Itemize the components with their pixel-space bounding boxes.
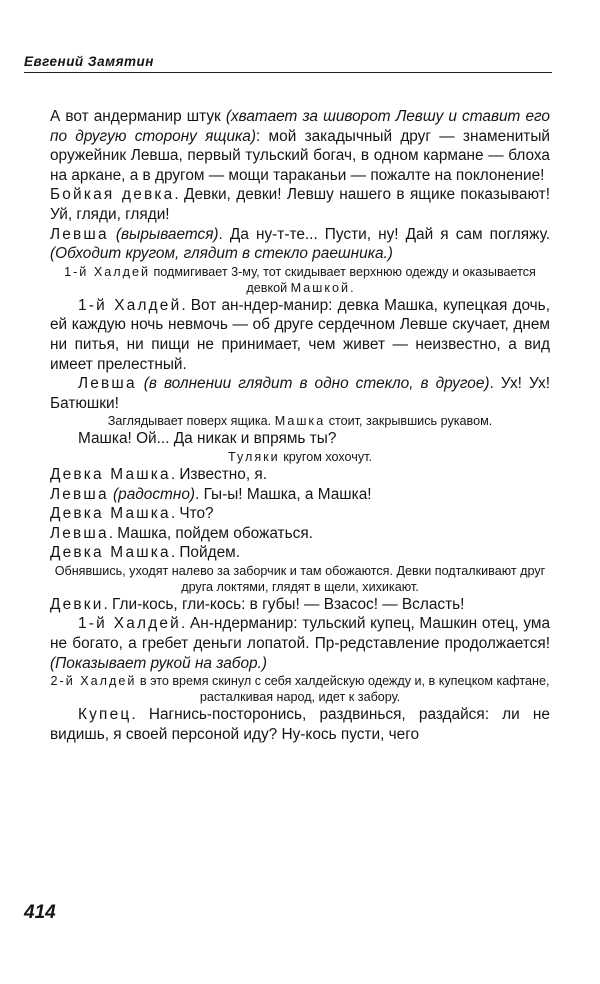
speaker-name: 2-й Халдей	[50, 674, 137, 689]
text-run: подмигивает 3-му, тот скидывает верхнюю одежду и оказывается девкой	[149, 264, 536, 295]
text-run	[109, 226, 116, 243]
stage-remark: (хватает за шиворот Левшу и ставит его по другую сторону ящика)	[50, 108, 550, 145]
text-run: . Известно, я.	[170, 465, 268, 483]
stage-direction	[50, 563, 550, 595]
stage-remark: (Обходит кругом, глядит в стекло раешника.)	[50, 245, 393, 263]
text-run: . Ан-ндерманир: тульский купец, Машкин отец, ума не богато, а гребет деньги лопатой. Пр-редставление продолжается!	[50, 615, 550, 653]
dialogue-paragraph	[50, 485, 550, 505]
dialogue-paragraph	[50, 107, 550, 185]
text-run: . Гли-кось, гли-кось: в губы! — Взасос! — Всласть!	[103, 595, 465, 613]
text-run: .	[350, 280, 354, 295]
running-header: Евгений Замятин	[24, 54, 154, 69]
text-run: в это время скинул с себя халдейскую одежду и, в купецком кафтане, расталкивая народ, идет к забору.	[136, 674, 550, 705]
dialogue-paragraph	[50, 504, 550, 524]
text-run: стоит, закрывшись рукавом.	[325, 414, 493, 429]
stage-direction	[50, 264, 550, 296]
stage-direction	[50, 413, 550, 429]
text-run: Машка! Ой... Да никак и впрямь ты?	[78, 430, 337, 448]
text-run: . Машка, пойдем обожаться.	[108, 524, 313, 542]
text-run: . Ух! Ух! Батюшки!	[50, 375, 551, 412]
text-run: : мой закадычный друг — знаменитый оружейник Левша, первый тульский богач, в одном кармане — блоха на аркане, а в другом — мощи тараканьи — пожалте на поклонение!	[50, 127, 550, 184]
speaker-name: Бойкая девка	[50, 186, 175, 204]
text-run: . Пойдем.	[170, 544, 240, 562]
speaker-name: 1-й Халдей	[64, 264, 150, 279]
speaker-name: Левша	[50, 524, 109, 542]
stage-remark: (радостно)	[113, 485, 196, 503]
stage-direction	[50, 673, 550, 705]
speaker-name: Машка	[274, 414, 326, 429]
play-text	[50, 107, 550, 744]
text-run: . Нагнись-посторонись, раздвинься, раздайся: ли не видишь, я своей персоной иду? Ну-кось пусти, чего	[50, 706, 550, 743]
dialogue-paragraph	[50, 374, 550, 413]
dialogue-paragraph	[50, 225, 550, 264]
dialogue-paragraph	[50, 465, 550, 485]
stage-remark: (вырывается)	[115, 225, 219, 243]
text-run	[137, 375, 144, 392]
speaker-name: 1-й Халдей	[78, 296, 182, 314]
text-run: . Что?	[170, 505, 214, 523]
speaker-name: 1-й Халдей	[78, 615, 181, 633]
text-run: А вот андерманир штук	[50, 108, 226, 125]
page-number: 414	[24, 902, 56, 923]
speaker-name: Девка Машка	[50, 544, 171, 562]
dialogue-paragraph	[50, 614, 550, 673]
dialogue-paragraph	[50, 429, 550, 449]
speaker-name: Левша	[78, 375, 137, 393]
dialogue-paragraph	[50, 705, 550, 744]
text-run: Заглядывает поверх ящика.	[107, 414, 275, 429]
text-run: . Вот ан-ндер-манир: девка Машка, купецкая дочь, ей каждую ночь невмочь — об друге сердечном Левше скучает, днем ни питья, ни пищи не принимает, чем живет — неизвестно, а вид имеет прелестный.	[50, 296, 550, 373]
text-run: . Да ну-т-те... Пусти, ну! Дай я сам погляжу.	[218, 225, 551, 243]
speaker-name: Девки	[50, 595, 104, 613]
speaker-name: Туляки	[228, 449, 280, 464]
speaker-name: Левша	[50, 485, 109, 503]
speaker-name: Девка Машка	[50, 465, 171, 483]
stage-remark: (в волнении глядит в одно стекло, в другое)	[143, 375, 490, 393]
text-run: кругом хохочут.	[279, 449, 372, 464]
text-run: . Девки, девки! Левшу нашего в ящике показывают! Уй, гляди, гляди!	[50, 186, 550, 223]
text-run: Обнявшись, уходят налево за заборчик и там обожаются. Девки подталкивают друг друга локтями, глядят в щели, хихикают.	[54, 563, 546, 594]
dialogue-paragraph	[50, 296, 550, 374]
header-rule	[24, 72, 552, 73]
dialogue-paragraph	[50, 524, 550, 544]
speaker-name: Левша	[50, 225, 109, 243]
speaker-name: Купец	[78, 706, 132, 724]
stage-remark: (Показывает рукой на забор.)	[50, 654, 267, 672]
stage-direction	[50, 449, 550, 465]
dialogue-paragraph	[50, 543, 550, 563]
speaker-name: Машкой	[290, 280, 351, 295]
text-run: . Гы-ы! Машка, а Машка!	[195, 485, 372, 503]
dialogue-paragraph	[50, 185, 550, 224]
speaker-name: Девка Машка	[50, 505, 171, 523]
dialogue-paragraph	[50, 595, 550, 615]
